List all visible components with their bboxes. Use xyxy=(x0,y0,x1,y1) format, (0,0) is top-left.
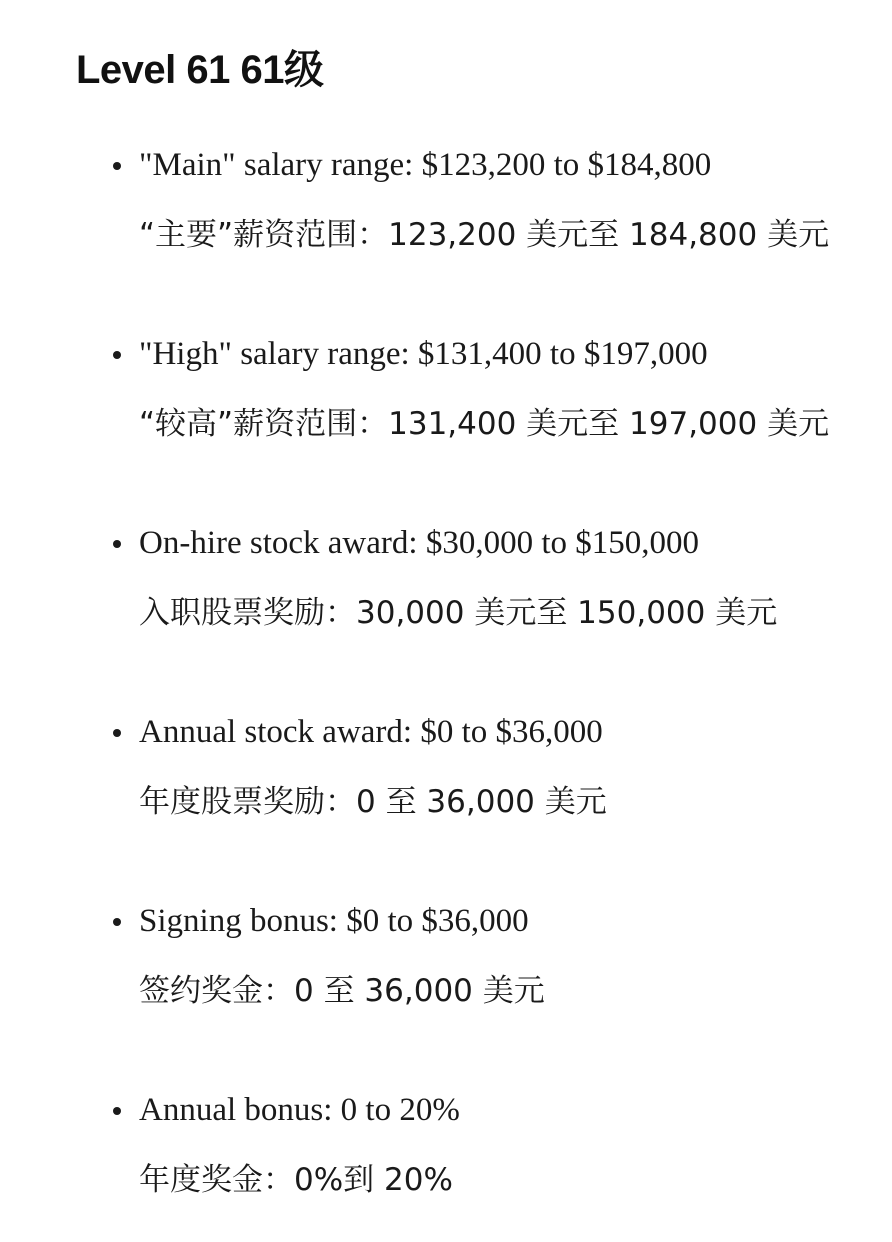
item-english-text: Annual bonus: 0 to 20% xyxy=(139,1092,460,1128)
item-chinese-text: 签约奖金：0 至 36,000 美元 xyxy=(139,973,545,1009)
list-item-on-hire-stock xyxy=(0,513,892,653)
item-english-text: On-hire stock award: $30,000 to $150,000 xyxy=(139,525,699,561)
list-item-main-salary xyxy=(0,135,892,275)
list-item-annual-stock xyxy=(0,702,892,842)
bullet-icon xyxy=(113,162,121,170)
item-chinese-text: 年度奖金：0%到 20% xyxy=(139,1162,453,1198)
page-title: Level 61 61级 xyxy=(76,48,324,92)
bullet-icon xyxy=(113,1107,121,1115)
bullet-icon xyxy=(113,729,121,737)
bullet-icon xyxy=(113,540,121,548)
item-chinese-text: 年度股票奖励：0 至 36,000 美元 xyxy=(139,784,607,820)
bullet-icon xyxy=(113,351,121,359)
list-item-high-salary xyxy=(0,324,892,464)
list-item-signing-bonus xyxy=(0,891,892,1031)
item-english-text: "High" salary range: $131,400 to $197,000 xyxy=(139,336,708,372)
item-english-text: Annual stock award: $0 to $36,000 xyxy=(139,714,603,750)
item-chinese-text: 入职股票奖励：30,000 美元至 150,000 美元 xyxy=(139,595,778,631)
item-english-text: Signing bonus: $0 to $36,000 xyxy=(139,903,529,939)
bullet-icon xyxy=(113,918,121,926)
item-english-text: "Main" salary range: $123,200 to $184,800 xyxy=(139,147,712,183)
list-item-annual-bonus xyxy=(0,1080,892,1220)
item-chinese-text: “主要”薪资范围：123,200 美元至 184,800 美元 xyxy=(139,217,830,253)
item-chinese-text: “较高”薪资范围：131,400 美元至 197,000 美元 xyxy=(139,406,830,442)
